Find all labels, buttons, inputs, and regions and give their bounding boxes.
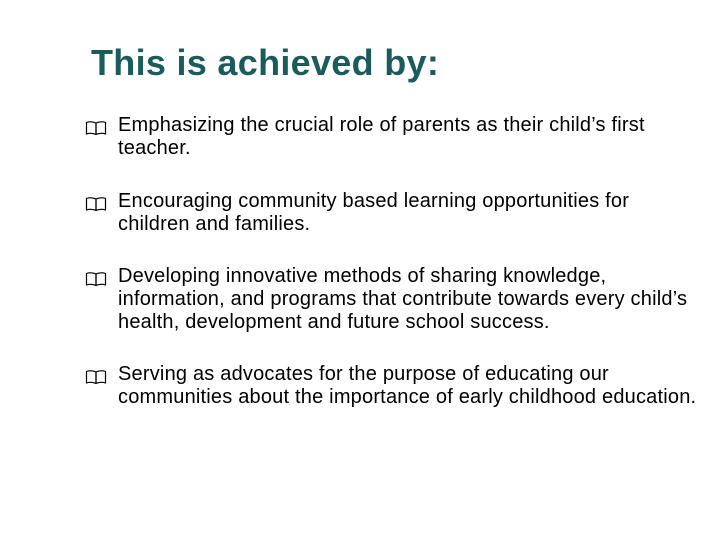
open-book-icon: [85, 119, 107, 135]
bullet-item: [85, 114, 705, 160]
bullet-item: [85, 265, 705, 334]
bullet-list: [85, 114, 705, 439]
open-book-icon: [85, 270, 107, 286]
open-book-icon: [85, 368, 107, 384]
slide-title: This is achieved by:: [91, 42, 440, 83]
open-book-icon: [85, 195, 107, 211]
bullet-text: Developing innovative methods of sharing knowledge, information, and programs that contribute towards every child’s health, development and future school success.: [118, 265, 688, 333]
bullet-text: Encouraging community based learning opportunities for children and families.: [118, 190, 630, 235]
bullet-item: [85, 190, 705, 236]
bullet-text: Emphasizing the crucial role of parents as their child’s first teacher.: [118, 114, 645, 159]
bullet-item: [85, 363, 705, 409]
bullet-text: Serving as advocates for the purpose of educating our communities about the importance of early childhood education.: [118, 363, 697, 408]
